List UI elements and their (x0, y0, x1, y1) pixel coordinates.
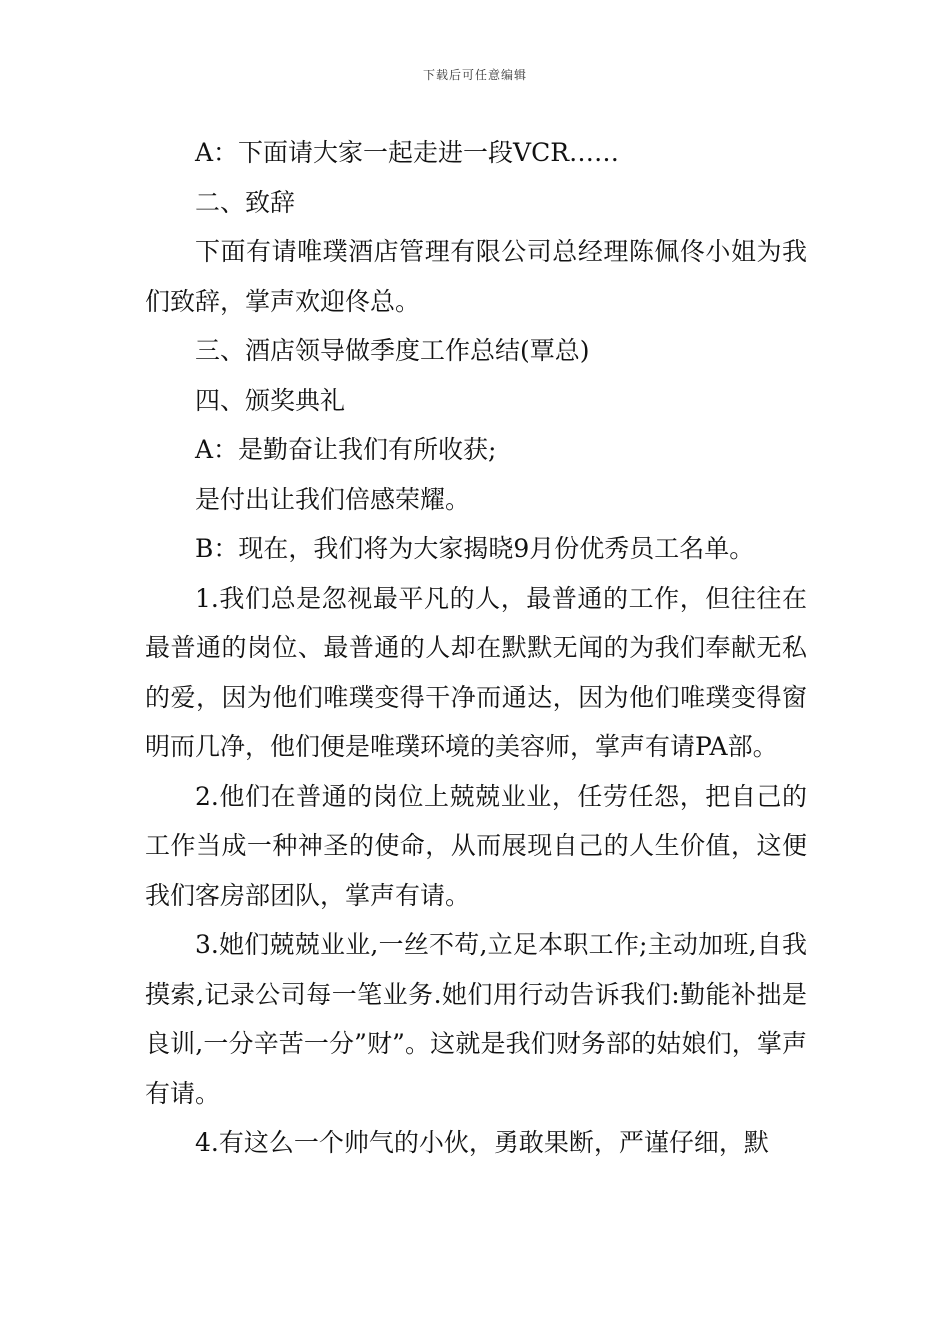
paragraph-speech-invite: 下面有请唯璞酒店管理有限公司总经理陈佩佟小姐为我们致辞，掌声欢迎佟总。 (145, 237, 807, 316)
page-header-note: 下载后可任意编辑 (422, 68, 527, 82)
paragraph-vcr-intro: A：下面请大家一起走进一段VCR…… (195, 138, 620, 167)
paragraph-host-a-line: A：是勤奋让我们有所收获; (195, 435, 497, 464)
document-body (145, 128, 807, 1168)
section-heading-summary: 三、酒店领导做季度工作总结(覃总) (195, 336, 590, 365)
paragraph-host-b-line: B：现在，我们将为大家揭晓9月份优秀员工名单。 (195, 534, 755, 563)
paragraph-award-housekeeping: 2.他们在普通的岗位上兢兢业业，任劳任怨，把自己的工作当成一种神圣的使命，从而展现自己的人生价值，这便我们客房部团队，掌声有请。 (145, 781, 807, 910)
section-heading-awards: 四、颁奖典礼 (195, 385, 346, 415)
paragraph-award-finance: 3.她们兢兢业业,一丝不苟,立足本职工作;主动加班,自我摸索,记录公司每一笔业务.她们用行动告诉我们:勤能补拙是良训,一分辛苦一分”财”。这就是我们财务部的姑娘们，掌声有请。 (145, 930, 807, 1108)
paragraph-host-a-line-2: 是付出让我们倍感荣耀。 (195, 484, 471, 514)
paragraph-award-pa: 1.我们总是忽视最平凡的人，最普通的工作，但往往在最普通的岗位、最普通的人却在默默无闻的为我们奉献无私的爱，因为他们唯璞变得干净而通达，因为他们唯璞变得窗明而几净，他们便是唯璞环境的美容师，掌声有请PA部。 (145, 583, 807, 761)
paragraph-award-4: 4.有这么一个帅气的小伙，勇敢果断，严谨仔细，默 (195, 1128, 769, 1157)
section-heading-speech: 二、致辞 (195, 187, 296, 217)
